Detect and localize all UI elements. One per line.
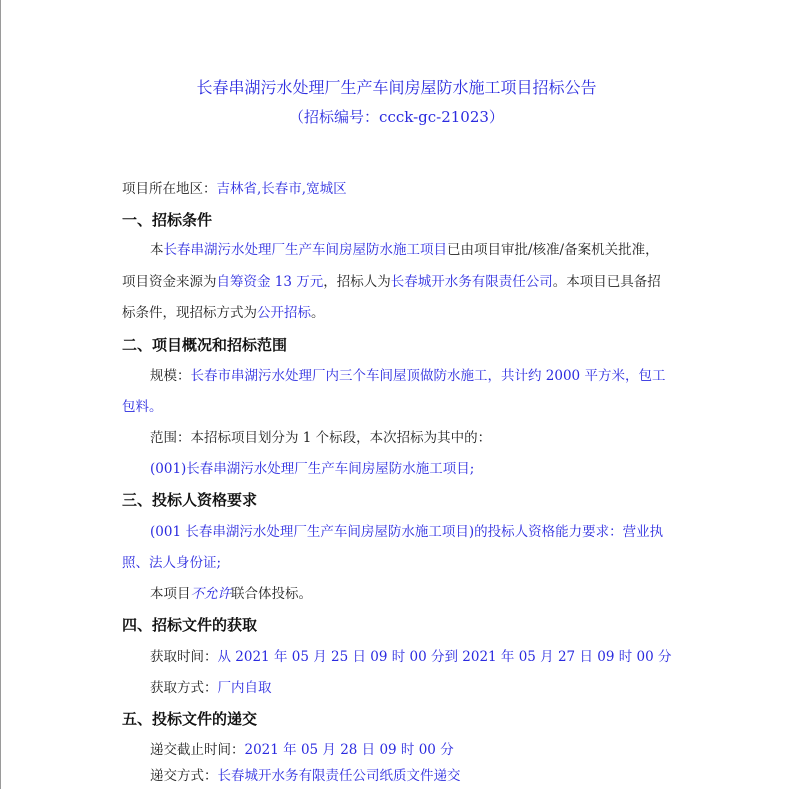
text: 。 xyxy=(311,305,325,321)
tender-code: （招标编号：ccck-gc-21023） xyxy=(289,108,504,126)
project-name: 长春串湖污水处理厂生产车间房屋防水施工项目 xyxy=(163,242,447,258)
region-value: 吉林省,长春市,宽城区 xyxy=(216,181,347,197)
announcement-title: 长春串湖污水处理厂生产车间房屋防水施工项目招标公告 xyxy=(196,78,597,97)
scale-line-1 xyxy=(150,367,665,385)
lot-item: (001)长春串湖污水处理厂生产车间房屋防水施工项目; xyxy=(150,461,475,477)
text: 本项目 xyxy=(150,586,191,602)
deadline-value: 2021 年 05 月 28 日 09 时 00 分 xyxy=(244,742,454,758)
joint-bid-status: 不允许 xyxy=(190,586,231,602)
text: 。本项目已具备招 xyxy=(552,274,661,290)
scale-value: 长春市串湖污水处理厂内三个车间屋顶做防水施工，共计约 2000 平方米，包工 xyxy=(190,368,666,384)
text: 项目资金来源为 xyxy=(122,274,217,290)
text: 联合体投标。 xyxy=(231,586,312,602)
section-heading-tender-conditions: 一、招标条件 xyxy=(122,211,213,229)
scope-text: 范围：本招标项目划分为 1 个标段，本次招标为其中的： xyxy=(150,430,492,446)
section-heading-qualification: 三、投标人资格要求 xyxy=(122,491,258,509)
obtain-way-value: 厂内自取 xyxy=(217,680,272,696)
method-value: 长春城开水务有限责任公司纸质文件递交 xyxy=(217,768,461,784)
deadline-label: 递交截止时间： xyxy=(150,742,245,758)
conditions-line-3 xyxy=(122,304,325,322)
region-label: 项目所在地区： xyxy=(122,181,217,197)
text: ，招标人为 xyxy=(323,274,391,290)
tender-method: 公开招标 xyxy=(257,305,311,321)
obtain-way-line xyxy=(150,679,272,697)
qualification-line-2: 照、法人身份证; xyxy=(122,555,222,571)
section-heading-overview-scope: 二、项目概况和招标范围 xyxy=(122,336,288,354)
obtain-time-label: 获取时间： xyxy=(150,649,218,665)
scale-label: 规模： xyxy=(150,368,191,384)
fund-source: 自筹资金 13 万元 xyxy=(216,274,324,290)
obtain-time-line xyxy=(150,648,671,666)
project-region xyxy=(122,180,347,198)
joint-bid-line xyxy=(150,585,312,603)
text: 标条件，现招标方式为 xyxy=(122,305,257,321)
conditions-line-2 xyxy=(122,273,661,291)
tenderer-name: 长春城开水务有限责任公司 xyxy=(390,274,553,290)
section-heading-submission: 五、投标文件的递交 xyxy=(122,710,258,728)
text: 本 xyxy=(150,242,164,258)
text: 已由项目审批/核准/备案机关批准， xyxy=(447,242,659,258)
submission-method-line xyxy=(150,767,461,785)
method-label: 递交方式： xyxy=(150,768,218,784)
scale-line-2: 包料。 xyxy=(122,399,163,415)
qualification-line-1: (001 长春串湖污水处理厂生产车间房屋防水施工项目)的投标人资格能力要求：营业执 xyxy=(150,524,664,540)
conditions-line-1 xyxy=(150,241,659,259)
obtain-way-label: 获取方式： xyxy=(150,680,218,696)
section-heading-obtain-documents: 四、招标文件的获取 xyxy=(122,616,258,634)
obtain-time-value: 从 2021 年 05 月 25 日 09 时 00 分到 2021 年 05 月 27 日 09 时 00 分 xyxy=(217,649,672,665)
submission-deadline-line xyxy=(150,741,454,759)
